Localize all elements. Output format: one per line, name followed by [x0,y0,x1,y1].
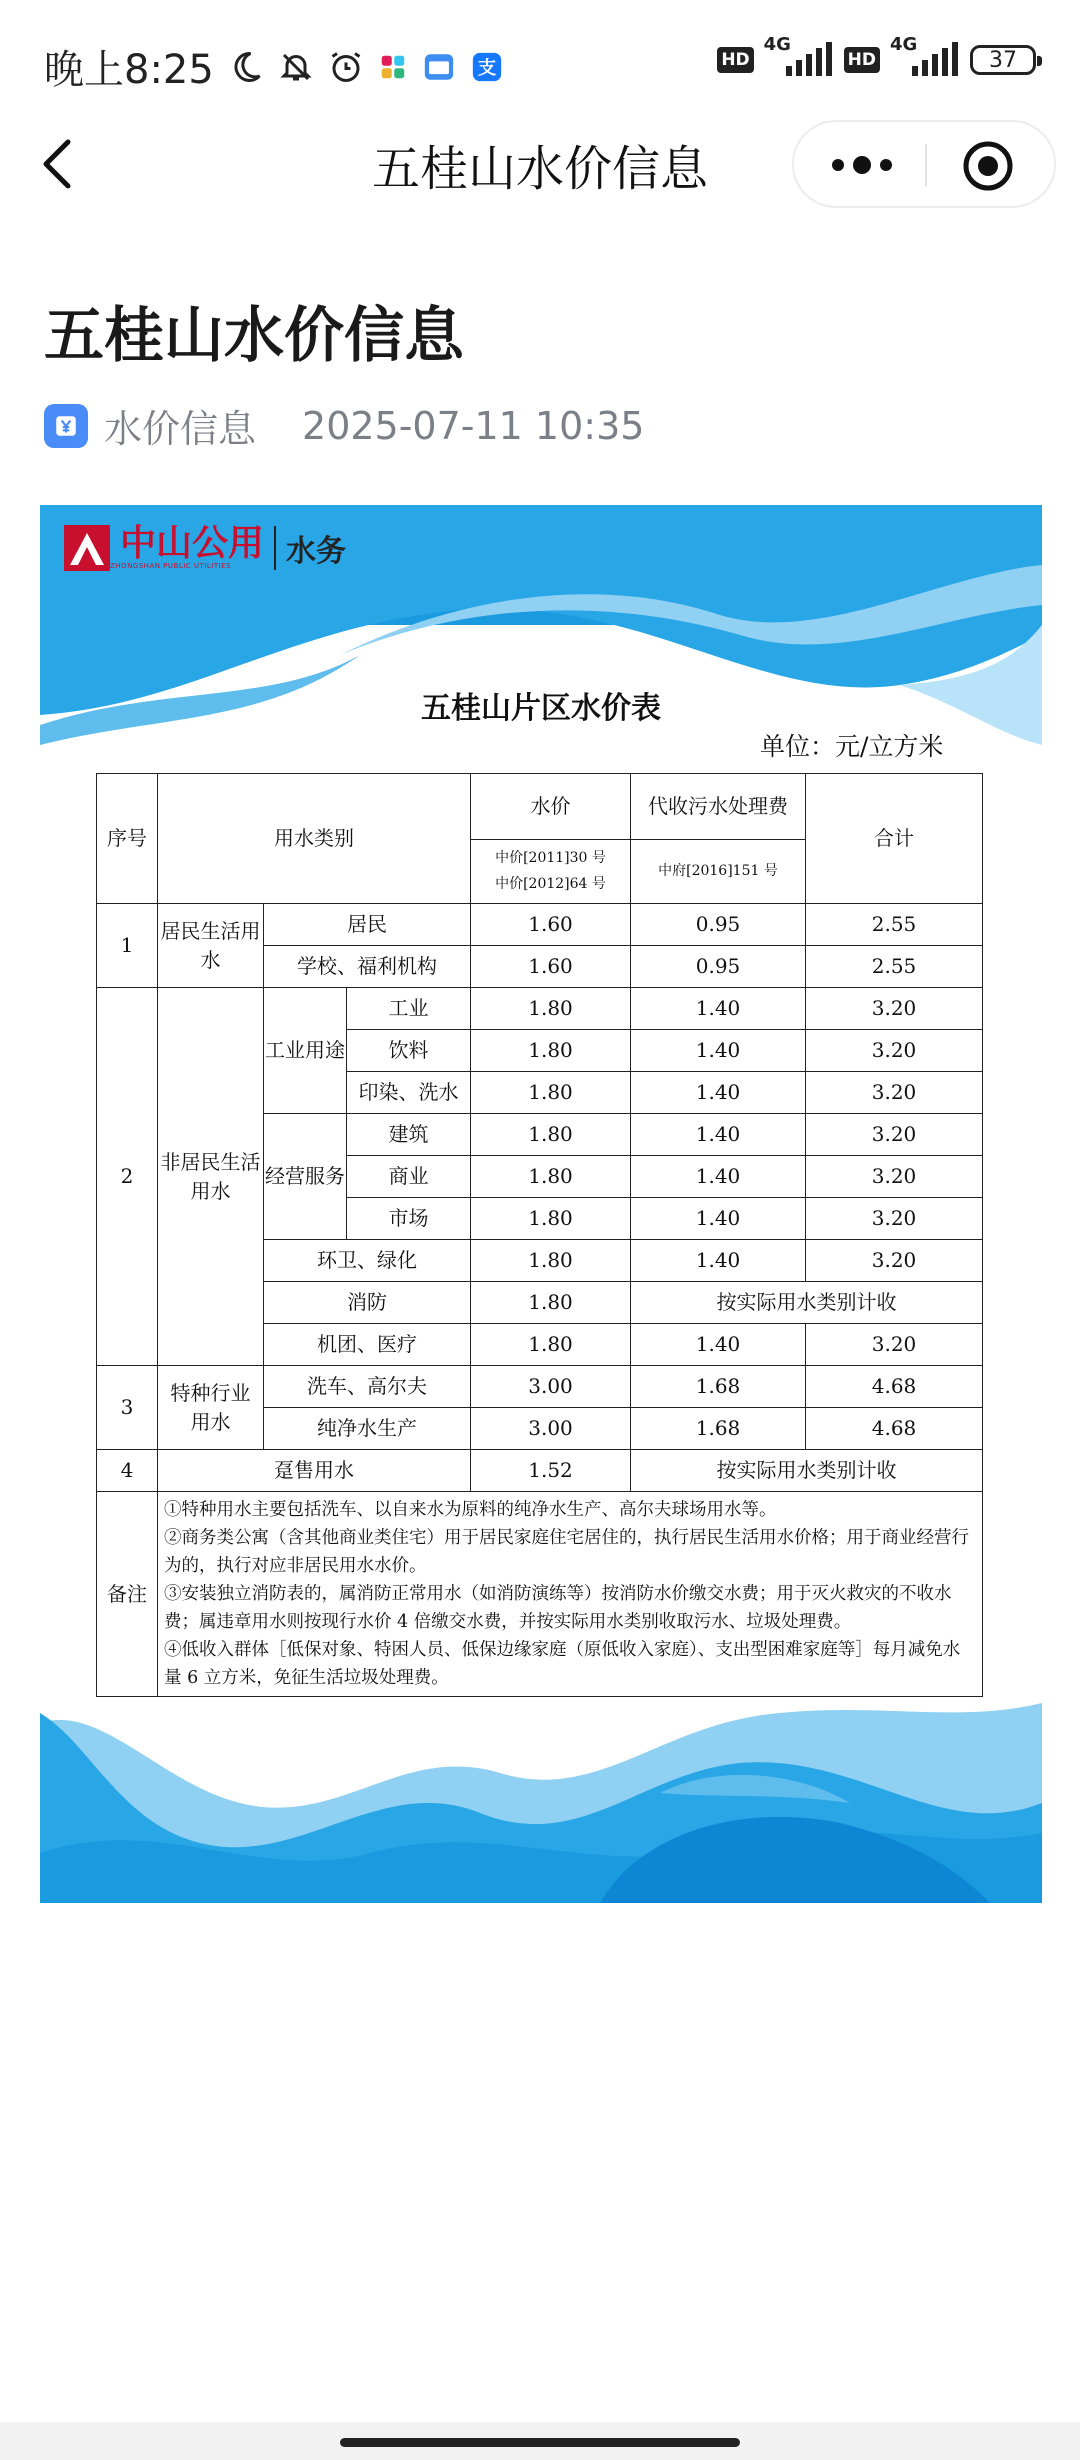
row-name: 纯净水生产 [264,1408,471,1450]
row-total: 3.20 [806,1114,983,1156]
app-wallet-icon [422,50,456,84]
subgroup-name: 经营服务 [264,1114,347,1240]
close-target-icon[interactable] [962,140,1014,192]
row-total: 3.20 [806,1030,983,1072]
header-price: 水价 [471,774,631,840]
subgroup-name: 工业用途 [264,988,347,1114]
row-total: 3.20 [806,1324,983,1366]
row-total: 3.20 [806,1198,983,1240]
note-item: ④低收入群体［低保对象、特困人员、低保边缘家庭（原低收入家庭）、支出型困难家庭等］每月减免水量 6 立方米，免征生活垃圾处理费。 [164,1640,961,1688]
row-total: 3.20 [806,1240,983,1282]
article-title: 五桂山水价信息 [44,301,464,371]
row-price: 1.60 [471,904,631,946]
row-total: 3.20 [806,988,983,1030]
group-number: 2 [97,988,158,1366]
company-logo [64,525,346,571]
row-sewage: 0.95 [631,904,806,946]
group-number: 3 [97,1366,158,1450]
row-price: 1.80 [471,1030,631,1072]
group-name: 非居民生活用水 [158,988,264,1366]
header-seq: 序号 [97,774,158,904]
status-bar-left [44,38,504,95]
signal-icon: 4G [890,40,960,80]
battery-icon [970,45,1036,75]
notes-label: 备注 [97,1492,158,1697]
row-total: 4.68 [806,1366,983,1408]
row-sewage: 1.40 [631,1240,806,1282]
hd-badge: HD [717,47,753,73]
water-price-table [96,773,983,1697]
row-sewage: 1.68 [631,1408,806,1450]
header-sewage-doc: 中府[2016]151 号 [631,840,806,904]
article-meta [44,398,644,453]
row-name: 市场 [347,1198,471,1240]
row-total: 3.20 [806,1072,983,1114]
row-price: 1.80 [471,1156,631,1198]
moon-icon [228,49,264,85]
row-merged-note: 按实际用水类别计收 [631,1282,983,1324]
logo-name: 中山公用 [120,523,265,564]
bottom-wave-decoration [40,1703,1042,1903]
row-sewage: 1.40 [631,1198,806,1240]
row-total: 2.55 [806,904,983,946]
row-merged-note: 按实际用水类别计收 [631,1450,983,1492]
water-price-poster [40,505,1042,1903]
bell-off-icon [278,49,314,85]
status-time: 晚上8:25 [44,47,214,93]
row-price: 1.80 [471,988,631,1030]
signal-icon: 4G [764,40,834,80]
alarm-icon [328,49,364,85]
row-name: 居民 [264,904,471,946]
row-name: 洗车、高尔夫 [264,1366,471,1408]
table-row [97,1366,983,1408]
battery-level: 37 [989,47,1017,73]
row-name: 环卫、绿化 [264,1240,471,1282]
capsule-divider [925,144,927,186]
logo-mark-icon [64,525,110,571]
notes-row [97,1492,983,1697]
table-row [97,904,983,946]
logo-separator [274,526,276,570]
row-sewage: 0.95 [631,946,806,988]
row-price: 1.80 [471,1114,631,1156]
row-name: 机团、医疗 [264,1324,471,1366]
row-sewage: 1.40 [631,1156,806,1198]
row-name: 消防 [264,1282,471,1324]
note-item: ①特种用水主要包括洗车、以自来水为原料的纯净水生产、高尔夫球场用水等。 [164,1500,777,1520]
group-number: 4 [97,1450,158,1492]
group-name: 特种行业 用水 [158,1366,264,1450]
row-sewage: 1.40 [631,1114,806,1156]
row-sewage: 1.40 [631,1030,806,1072]
hd-badge: HD [844,47,880,73]
notes-content [158,1492,983,1697]
group-number: 1 [97,904,158,988]
row-sewage: 1.40 [631,1072,806,1114]
table-header-row [97,774,983,840]
row-price: 1.80 [471,1240,631,1282]
table-title: 五桂山片区水价表 [421,691,661,726]
source-icon [44,404,88,448]
row-total: 4.68 [806,1408,983,1450]
row-sewage: 1.40 [631,988,806,1030]
home-indicator[interactable] [340,2438,740,2447]
nav-title: 五桂山水价信息 [371,141,708,197]
row-sewage: 1.68 [631,1366,806,1408]
mini-program-capsule [792,120,1056,208]
row-total: 2.55 [806,946,983,988]
table-unit: 单位：元/立方米 [760,732,944,761]
header-sewage: 代收污水处理费 [631,774,806,840]
note-item: ②商务类公寓（含其他商业类住宅）用于居民家庭住宅居住的，执行居民生活用水价格；用于商业经营行为的，执行对应非居民用水水价。 [164,1528,969,1576]
logo-dept: 水务 [286,534,347,569]
logo-subtitle: ZHONGSHAN PUBLIC UTILITIES [110,562,232,570]
article-source[interactable]: 水价信息 [104,407,257,451]
row-name: 饮料 [347,1030,471,1072]
row-price: 1.80 [471,1324,631,1366]
status-bar-right [717,34,1036,80]
row-price: 1.60 [471,946,631,988]
row-price: 3.00 [471,1408,631,1450]
header-price-doc: 中价[2011]30 号 中价[2012]64 号 [471,840,631,904]
row-price: 1.80 [471,1198,631,1240]
row-name: 印染、洗水 [347,1072,471,1114]
row-name: 工业 [347,988,471,1030]
header-total: 合计 [806,774,983,904]
row-name: 商业 [347,1156,471,1198]
svg-text:支: 支 [477,57,497,79]
row-price: 3.00 [471,1366,631,1408]
row-price: 1.80 [471,1282,631,1324]
app-alipay-icon [470,50,504,84]
header-category: 用水类别 [158,774,471,904]
table-row [97,988,983,1030]
row-price: 1.80 [471,1072,631,1114]
group-name: 居民生活用水 [158,904,264,988]
app-slack-icon [378,52,408,82]
row-name: 建筑 [347,1114,471,1156]
row-price: 1.52 [471,1450,631,1492]
note-item: ③安装独立消防表的，属消防正常用水（如消防演练等）按消防水价缴交水费；用于灭火救灾的不收水费；属违章用水则按现行水价 4 倍缴交水费，并按实际用水类别收取污水、垃圾处理费。 [164,1584,952,1632]
article-date: 2025-07-11 10:35 [302,403,645,448]
more-icon[interactable] [830,154,894,176]
row-name: 学校、福利机构 [264,946,471,988]
row-total: 3.20 [806,1156,983,1198]
row-name: 趸售用水 [158,1450,471,1492]
table-row [97,1450,983,1492]
row-sewage: 1.40 [631,1324,806,1366]
